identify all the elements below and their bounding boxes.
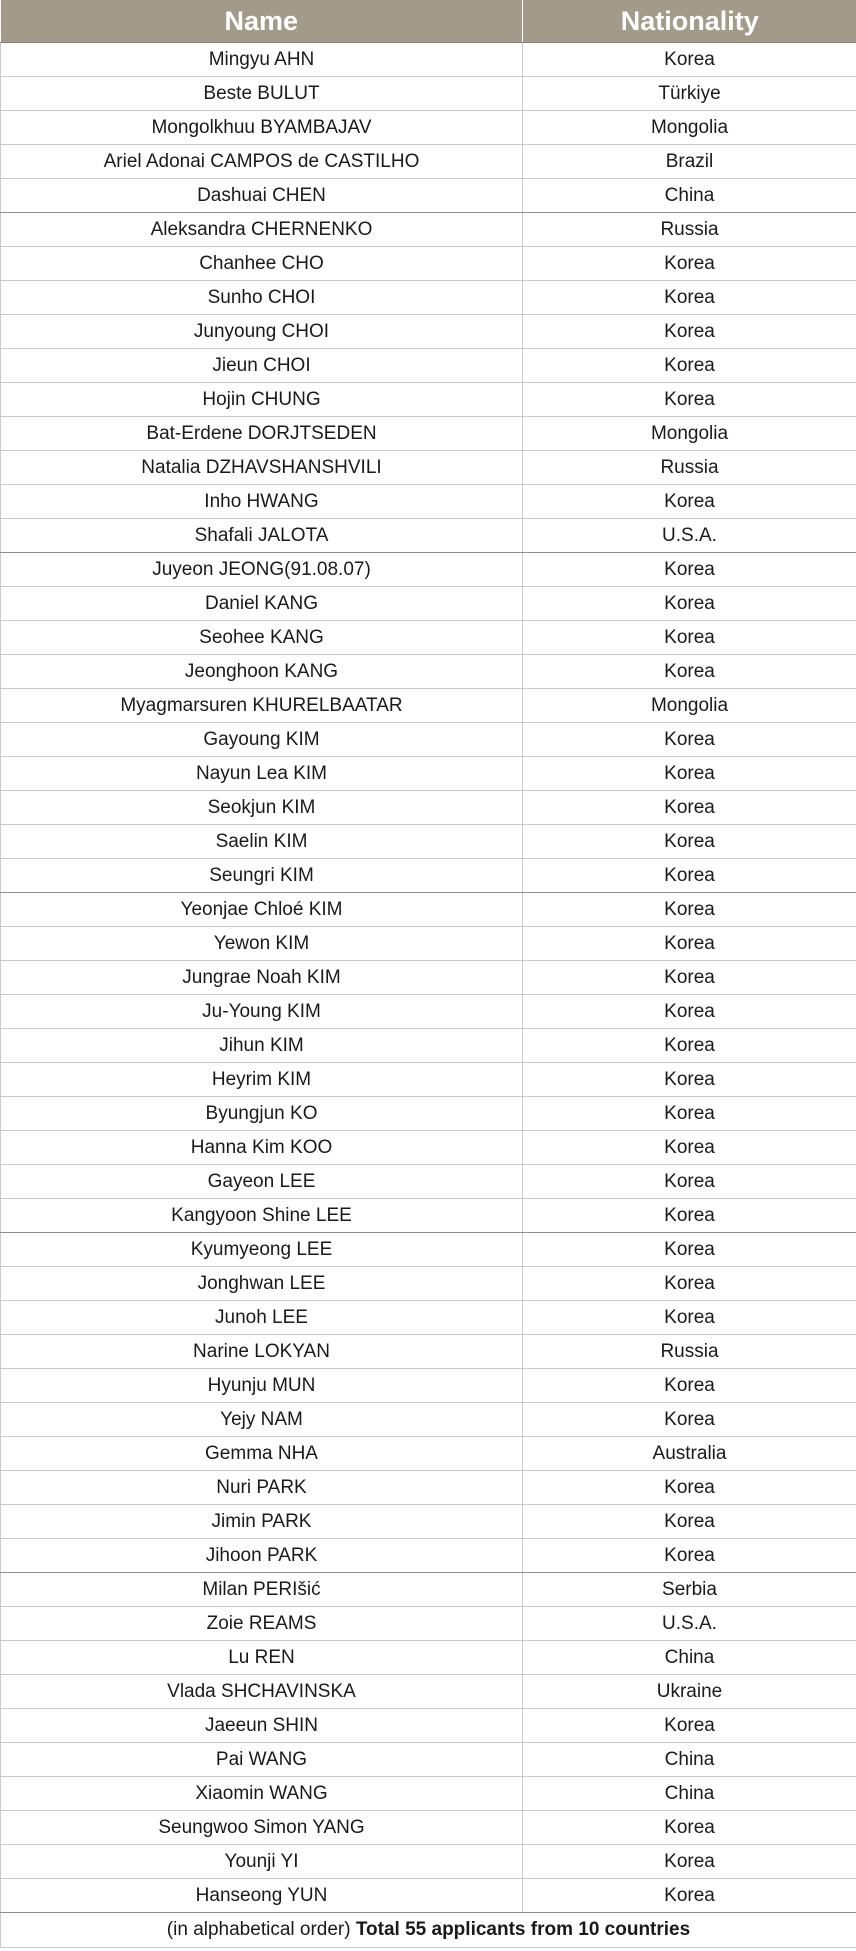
table-row bbox=[1, 587, 856, 621]
table-row bbox=[1, 1777, 856, 1811]
applicant-nationality: Korea bbox=[523, 893, 856, 927]
column-header-name: Name bbox=[1, 0, 523, 43]
table-row bbox=[1, 1675, 856, 1709]
applicant-nationality: Korea bbox=[523, 1403, 856, 1437]
applicant-name: Kangyoon Shine LEE bbox=[1, 1199, 523, 1233]
table-row bbox=[1, 1573, 856, 1607]
applicant-name: Inho HWANG bbox=[1, 485, 523, 519]
applicant-name: Jihun KIM bbox=[1, 1029, 523, 1063]
applicant-nationality: Korea bbox=[523, 587, 856, 621]
applicant-nationality: Korea bbox=[523, 1879, 856, 1913]
applicant-nationality: Australia bbox=[523, 1437, 856, 1471]
applicant-nationality: Korea bbox=[523, 1131, 856, 1165]
applicant-name: Dashuai CHEN bbox=[1, 179, 523, 213]
applicant-name: Bat-Erdene DORJTSEDEN bbox=[1, 417, 523, 451]
applicant-name: Ariel Adonai CAMPOS de CASTILHO bbox=[1, 145, 523, 179]
table-row bbox=[1, 1641, 856, 1675]
applicant-nationality: Korea bbox=[523, 553, 856, 587]
applicant-name: Nayun Lea KIM bbox=[1, 757, 523, 791]
applicant-name: Younji YI bbox=[1, 1845, 523, 1879]
table-row bbox=[1, 723, 856, 757]
applicant-name: Mingyu AHN bbox=[1, 43, 523, 77]
applicant-name: Yewon KIM bbox=[1, 927, 523, 961]
table-row bbox=[1, 519, 856, 553]
applicant-nationality: China bbox=[523, 1777, 856, 1811]
table-row bbox=[1, 1539, 856, 1573]
applicant-nationality: Korea bbox=[523, 825, 856, 859]
footer-summary: Total 55 applicants from 10 countries bbox=[355, 1919, 691, 1940]
applicant-nationality: Korea bbox=[523, 1811, 856, 1845]
applicant-name: Hanna Kim KOO bbox=[1, 1131, 523, 1165]
applicant-nationality: Korea bbox=[523, 349, 856, 383]
applicant-name: Hyunju MUN bbox=[1, 1369, 523, 1403]
table-row bbox=[1, 1165, 856, 1199]
table-row bbox=[1, 927, 856, 961]
table-row bbox=[1, 791, 856, 825]
table-row bbox=[1, 315, 856, 349]
applicant-name: Yeonjae Chloé KIM bbox=[1, 893, 523, 927]
applicant-nationality: Russia bbox=[523, 451, 856, 485]
applicant-name: Seokjun KIM bbox=[1, 791, 523, 825]
table-row bbox=[1, 1063, 856, 1097]
applicant-name: Jihoon PARK bbox=[1, 1539, 523, 1573]
applicant-nationality: Russia bbox=[523, 1335, 856, 1369]
table-row bbox=[1, 213, 856, 247]
applicant-name: Hojin CHUNG bbox=[1, 383, 523, 417]
applicant-nationality: Korea bbox=[523, 485, 856, 519]
applicant-nationality: Korea bbox=[523, 1505, 856, 1539]
applicant-name: Xiaomin WANG bbox=[1, 1777, 523, 1811]
table-row bbox=[1, 451, 856, 485]
applicant-nationality: Korea bbox=[523, 1063, 856, 1097]
table-row bbox=[1, 893, 856, 927]
applicant-nationality: Korea bbox=[523, 43, 856, 77]
table-row bbox=[1, 553, 856, 587]
table-row bbox=[1, 1743, 856, 1777]
applicant-nationality: Korea bbox=[523, 961, 856, 995]
table-row bbox=[1, 247, 856, 281]
applicant-name: Kyumyeong LEE bbox=[1, 1233, 523, 1267]
table-row bbox=[1, 1607, 856, 1641]
table-row bbox=[1, 1845, 856, 1879]
applicant-name: Shafali JALOTA bbox=[1, 519, 523, 553]
applicant-name: Nuri PARK bbox=[1, 1471, 523, 1505]
applicant-nationality: Korea bbox=[523, 995, 856, 1029]
applicant-nationality: Korea bbox=[523, 791, 856, 825]
applicant-name: Milan PERIšić bbox=[1, 1573, 523, 1607]
applicant-nationality: Korea bbox=[523, 1165, 856, 1199]
table-row bbox=[1, 689, 856, 723]
table-row bbox=[1, 1505, 856, 1539]
footer-note: (in alphabetical order) bbox=[166, 1919, 356, 1940]
table-row bbox=[1, 995, 856, 1029]
applicant-nationality: Korea bbox=[523, 247, 856, 281]
applicant-nationality: Korea bbox=[523, 281, 856, 315]
table-row bbox=[1, 621, 856, 655]
applicant-name: Mongolkhuu BYAMBAJAV bbox=[1, 111, 523, 145]
applicant-nationality: Ukraine bbox=[523, 1675, 856, 1709]
table-row bbox=[1, 77, 856, 111]
table-row bbox=[1, 757, 856, 791]
applicant-nationality: Mongolia bbox=[523, 111, 856, 145]
table-row bbox=[1, 1233, 856, 1267]
table-row bbox=[1, 1131, 856, 1165]
applicant-nationality: Türkiye bbox=[523, 77, 856, 111]
applicant-name: Zoie REAMS bbox=[1, 1607, 523, 1641]
table-row bbox=[1, 859, 856, 893]
table-row bbox=[1, 383, 856, 417]
table-row bbox=[1, 825, 856, 859]
applicant-name: Natalia DZHAVSHANSHVILI bbox=[1, 451, 523, 485]
applicant-nationality: Korea bbox=[523, 1301, 856, 1335]
applicant-nationality: China bbox=[523, 1641, 856, 1675]
applicant-name: Jaeeun SHIN bbox=[1, 1709, 523, 1743]
applicant-name: Daniel KANG bbox=[1, 587, 523, 621]
applicant-nationality: Korea bbox=[523, 1029, 856, 1063]
column-header-nationality: Nationality bbox=[523, 0, 856, 43]
applicant-name: Gayoung KIM bbox=[1, 723, 523, 757]
table-row bbox=[1, 43, 856, 77]
table-row bbox=[1, 1097, 856, 1131]
applicant-name: Seungri KIM bbox=[1, 859, 523, 893]
table-row bbox=[1, 179, 856, 213]
table-row bbox=[1, 485, 856, 519]
table-row bbox=[1, 1403, 856, 1437]
table-row bbox=[1, 655, 856, 689]
applicant-name: Junyoung CHOI bbox=[1, 315, 523, 349]
applicant-nationality: Korea bbox=[523, 655, 856, 689]
applicant-nationality: Mongolia bbox=[523, 689, 856, 723]
table-row bbox=[1, 1301, 856, 1335]
applicant-nationality: Korea bbox=[523, 1233, 856, 1267]
applicant-name: Beste BULUT bbox=[1, 77, 523, 111]
applicant-nationality: Korea bbox=[523, 1709, 856, 1743]
table-row bbox=[1, 1471, 856, 1505]
applicant-name: Gayeon LEE bbox=[1, 1165, 523, 1199]
applicant-name: Saelin KIM bbox=[1, 825, 523, 859]
applicant-name: Heyrim KIM bbox=[1, 1063, 523, 1097]
applicant-nationality: Korea bbox=[523, 1845, 856, 1879]
table-row bbox=[1, 961, 856, 995]
applicant-name: Hanseong YUN bbox=[1, 1879, 523, 1913]
applicant-name: Narine LOKYAN bbox=[1, 1335, 523, 1369]
applicant-nationality: Korea bbox=[523, 1097, 856, 1131]
applicant-nationality: Korea bbox=[523, 621, 856, 655]
applicant-name: Jeonghoon KANG bbox=[1, 655, 523, 689]
table-row bbox=[1, 1437, 856, 1471]
applicant-name: Jieun CHOI bbox=[1, 349, 523, 383]
applicant-nationality: Korea bbox=[523, 315, 856, 349]
applicant-nationality: Serbia bbox=[523, 1573, 856, 1607]
table-header-row bbox=[1, 0, 856, 43]
table-footer bbox=[1, 1913, 856, 1948]
applicant-name: Byungjun KO bbox=[1, 1097, 523, 1131]
applicant-name: Ju-Young KIM bbox=[1, 995, 523, 1029]
applicant-nationality: Korea bbox=[523, 927, 856, 961]
table-row bbox=[1, 417, 856, 451]
applicant-nationality: U.S.A. bbox=[523, 1607, 856, 1641]
table-row bbox=[1, 1369, 856, 1403]
applicant-name: Lu REN bbox=[1, 1641, 523, 1675]
applicant-nationality: Korea bbox=[523, 859, 856, 893]
applicant-name: Gemma NHA bbox=[1, 1437, 523, 1471]
applicant-name: Chanhee CHO bbox=[1, 247, 523, 281]
applicant-nationality: Korea bbox=[523, 1539, 856, 1573]
table-row bbox=[1, 1709, 856, 1743]
applicant-nationality: Korea bbox=[523, 1369, 856, 1403]
table-row bbox=[1, 145, 856, 179]
table-footer-row bbox=[1, 1913, 856, 1948]
applicant-nationality: Mongolia bbox=[523, 417, 856, 451]
table-row bbox=[1, 1335, 856, 1369]
applicant-name: Aleksandra CHERNENKO bbox=[1, 213, 523, 247]
applicant-name: Yejy NAM bbox=[1, 1403, 523, 1437]
applicant-nationality: China bbox=[523, 179, 856, 213]
applicant-name: Junoh LEE bbox=[1, 1301, 523, 1335]
table-row bbox=[1, 1267, 856, 1301]
applicant-nationality: Korea bbox=[523, 1267, 856, 1301]
table-row bbox=[1, 1879, 856, 1913]
table-row bbox=[1, 349, 856, 383]
applicant-name: Sunho CHOI bbox=[1, 281, 523, 315]
applicant-nationality: Russia bbox=[523, 213, 856, 247]
applicant-name: Seungwoo Simon YANG bbox=[1, 1811, 523, 1845]
applicant-nationality: China bbox=[523, 1743, 856, 1777]
applicant-nationality: Korea bbox=[523, 757, 856, 791]
table-row bbox=[1, 1199, 856, 1233]
applicant-nationality: Korea bbox=[523, 1199, 856, 1233]
applicant-name: Juyeon JEONG(91.08.07) bbox=[1, 553, 523, 587]
applicant-nationality: U.S.A. bbox=[523, 519, 856, 553]
applicant-name: Seohee KANG bbox=[1, 621, 523, 655]
table-row bbox=[1, 281, 856, 315]
applicant-nationality: Brazil bbox=[523, 145, 856, 179]
applicant-nationality: Korea bbox=[523, 383, 856, 417]
applicant-nationality: Korea bbox=[523, 723, 856, 757]
applicant-name: Vlada SHCHAVINSKA bbox=[1, 1675, 523, 1709]
applicant-name: Myagmarsuren KHURELBAATAR bbox=[1, 689, 523, 723]
applicant-name: Jimin PARK bbox=[1, 1505, 523, 1539]
applicant-name: Jonghwan LEE bbox=[1, 1267, 523, 1301]
applicant-name: Jungrae Noah KIM bbox=[1, 961, 523, 995]
table-row bbox=[1, 1029, 856, 1063]
applicant-nationality: Korea bbox=[523, 1471, 856, 1505]
applicant-name: Pai WANG bbox=[1, 1743, 523, 1777]
table-row bbox=[1, 111, 856, 145]
table-row bbox=[1, 1811, 856, 1845]
